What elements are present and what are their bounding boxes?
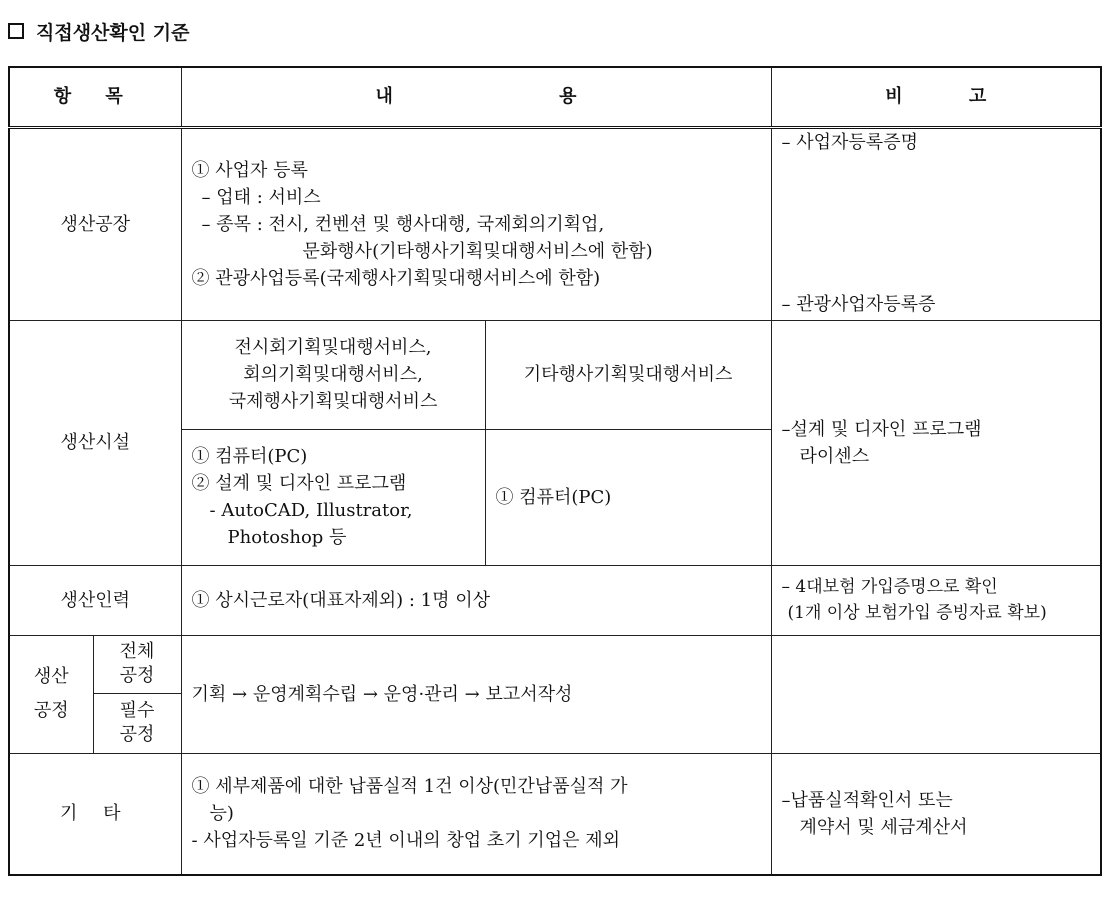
checkbox-square-icon bbox=[8, 23, 24, 39]
factory-line: – 업태 : 서비스 bbox=[201, 186, 321, 208]
row-manpower bbox=[9, 565, 1101, 635]
row-factory bbox=[9, 127, 1101, 320]
header-item: 항 목 bbox=[9, 67, 181, 127]
factory-line: 문화행사(기타행사기획및대행서비스에 한함) bbox=[302, 240, 653, 262]
facility-left-bottom-line: ① 컴퓨터(PC) bbox=[191, 446, 308, 467]
process-sub-essential: 필수 공정 bbox=[93, 693, 181, 753]
facility-left-bottom bbox=[181, 429, 485, 565]
process-label: 생산 공정 bbox=[9, 635, 93, 753]
facility-note-line: 라이센스 bbox=[799, 445, 870, 467]
manpower-note bbox=[771, 565, 1101, 635]
factory-line: ① 사업자 등록 bbox=[191, 159, 308, 181]
facility-note bbox=[771, 320, 1101, 565]
etc-content bbox=[181, 753, 771, 875]
manpower-note-line: – 4대보험 가입증명으로 확인 bbox=[781, 577, 998, 597]
row-facility-a bbox=[9, 320, 1101, 429]
facility-left-top bbox=[181, 320, 485, 429]
factory-note-top: – 사업자등록증명 bbox=[781, 131, 918, 153]
manpower-content: ① 상시근로자(대표자제외) : 1명 이상 bbox=[181, 565, 771, 635]
factory-line: ② 관광사업등록(국제행사기획및대행서비스에 한함) bbox=[191, 267, 601, 289]
manpower-label: 생산인력 bbox=[9, 565, 181, 635]
process-content: 기획 → 운영계획수립 → 운영·관리 → 보고서작성 bbox=[181, 635, 771, 753]
process-sub-all: 전체 공정 bbox=[93, 635, 181, 693]
factory-label: 생산공장 bbox=[9, 127, 181, 320]
etc-line: - 사업자등록일 기준 2년 이내의 창업 초기 기업은 제외 bbox=[191, 830, 620, 852]
etc-label-text: 기 타 bbox=[60, 803, 131, 825]
etc-note-line: 계약서 및 세금계산서 bbox=[799, 816, 968, 838]
facility-label: 생산시설 bbox=[9, 320, 181, 565]
header-note: 비 고 bbox=[771, 67, 1101, 127]
row-process-a bbox=[9, 635, 1101, 693]
facility-left-top-line: 회의기획및대행서비스, bbox=[243, 364, 423, 385]
factory-note-bottom: – 관광사업자등록증 bbox=[781, 293, 936, 315]
etc-note bbox=[771, 753, 1101, 875]
factory-note bbox=[771, 127, 1101, 320]
document-title bbox=[8, 16, 189, 46]
facility-left-top-line: 국제행사기획및대행서비스 bbox=[228, 391, 438, 412]
facility-left-bottom-line: ② 설계 및 디자인 프로그램 bbox=[191, 473, 407, 494]
facility-left-bottom-line: - AutoCAD, Illustrator, bbox=[209, 500, 413, 521]
facility-right-top: 기타행사기획및대행서비스 bbox=[485, 320, 771, 429]
facility-left-top-line: 전시회기획및대행서비스, bbox=[234, 337, 432, 358]
etc-label bbox=[9, 753, 181, 875]
etc-line: ① 세부제품에 대한 납품실적 1건 이상(민간납품실적 가 bbox=[191, 776, 628, 798]
table-header-row bbox=[9, 67, 1101, 127]
criteria-table bbox=[8, 66, 1102, 876]
header-content: 내 용 bbox=[181, 67, 771, 127]
facility-right-bottom: ① 컴퓨터(PC) bbox=[485, 429, 771, 565]
manpower-note-line: (1개 이상 보험가입 증빙자료 확보) bbox=[787, 603, 1047, 623]
facility-note-line: –설계 및 디자인 프로그램 bbox=[781, 418, 982, 440]
process-note bbox=[771, 635, 1101, 753]
facility-left-bottom-line: Photoshop 등 bbox=[227, 527, 347, 548]
factory-line: – 종목 : 전시, 컨벤션 및 행사대행, 국제회의기획업, bbox=[201, 213, 605, 235]
etc-note-line: –납품실적확인서 또는 bbox=[781, 789, 953, 811]
title-text: 직접생산확인 기준 bbox=[36, 21, 190, 44]
row-etc bbox=[9, 753, 1101, 875]
etc-line: 능) bbox=[209, 803, 234, 825]
factory-content bbox=[181, 127, 771, 320]
